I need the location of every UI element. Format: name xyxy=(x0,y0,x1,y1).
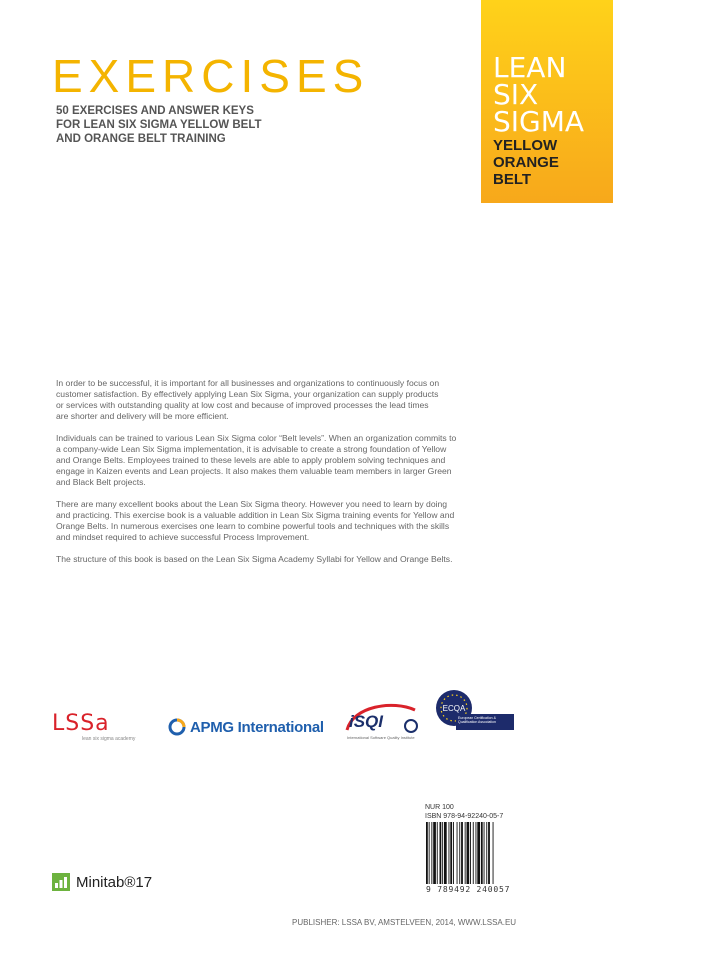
barcode-bar xyxy=(477,822,480,884)
isqi-logo xyxy=(343,700,423,746)
publisher-line: PUBLISHER: LSSA BV, AMSTELVEEN, 2014, WWW.LSSA.EU xyxy=(292,918,517,927)
nur-code: NUR 100 xyxy=(425,804,454,811)
barcode-bar xyxy=(429,822,430,884)
badge-line: YELLOW xyxy=(493,137,558,154)
badge-line: ORANGE xyxy=(493,154,559,171)
barcode-bar xyxy=(457,822,458,884)
ecqa-logo-box: European Certification & Qualification Association xyxy=(456,714,514,730)
badge-line: BELT xyxy=(493,171,532,188)
barcode-bar xyxy=(465,822,466,884)
badge-lean-six-sigma xyxy=(493,51,585,138)
ecqa-logo xyxy=(434,688,516,744)
barcode-bar xyxy=(433,822,436,884)
barcode-bar xyxy=(470,822,471,884)
barcode-bar xyxy=(493,822,494,884)
paragraph: Individuals can be trained to various Lean Six Sigma color “Belt levels”. When an organization commits to a company-wide Lean Six Sigma implementation, it is advisable to create a strong foundation of Yellow and Orange Belts. Employees trained to these levels are able to apply problem solving techniques and engage in Kaizen events and Lean projects. It also makes them valuable team members in larger Green and Black Belt projects. xyxy=(56,433,457,487)
isbn-number: ISBN 978-94-92240-05-7 xyxy=(425,813,504,820)
barcode-bar xyxy=(476,822,477,884)
badge-line: LEAN xyxy=(493,51,567,84)
barcode-bar xyxy=(467,822,470,884)
badge-line: SIX xyxy=(493,78,539,111)
barcode-bar xyxy=(473,822,474,884)
barcode-bar xyxy=(481,822,483,884)
lssa-logo-word: LSSa xyxy=(52,711,110,736)
apmg-logo xyxy=(168,715,328,739)
isqi-logo-tagline: International Software Quality Institute xyxy=(347,735,415,740)
barcode-image xyxy=(426,822,516,884)
lssa-logo-tagline: lean six sigma academy xyxy=(82,736,136,742)
lssa-logo xyxy=(52,712,150,748)
subtitle-line: 50 EXERCISES AND ANSWER KEYS xyxy=(56,105,254,117)
paragraph: The structure of this book is based on the Lean Six Sigma Academy Syllabi for Yellow and Orange Belts. xyxy=(56,554,453,564)
paragraph: In order to be successful, it is important for all businesses and organizations to continuously focus on customer satisfaction. By effectively applying Lean Six Sigma, your organization can supply products or services with outstanding quality at low cost and because of improved processes the lead times are shorter and delivery will be more efficient. xyxy=(56,378,440,421)
barcode-bar xyxy=(449,822,450,884)
isbn-info xyxy=(425,803,503,821)
barcode-digits: 9 789492 240057 xyxy=(426,885,511,894)
minitab-logo-text: Minitab®17 xyxy=(76,873,153,891)
description-text xyxy=(56,378,526,576)
barcode-bar xyxy=(484,822,485,884)
subtitle-line: AND ORANGE BELT TRAINING xyxy=(56,133,226,145)
ecqa-ring-label: ECQA xyxy=(442,704,466,713)
subtitle xyxy=(56,104,456,146)
barcode-bar xyxy=(459,822,460,884)
minitab-logo xyxy=(52,873,152,891)
barcode-bar xyxy=(442,822,443,884)
barcode-bar xyxy=(440,822,442,884)
page-title: EXERCISES xyxy=(52,50,370,102)
barcode-bar xyxy=(461,822,463,884)
isqi-logo-word: iSQI xyxy=(349,712,384,731)
barcode-bar xyxy=(431,822,432,884)
barcode-bar xyxy=(486,822,487,884)
paragraph: There are many excellent books about the Lean Six Sigma theory. However you need to learn by doing and practicing. This exercise book is a valuable addition in Lean Six Sigma training events for Yellow and Orange Belts. In numerous exercises one learn to combine powerful tools and techniques with the skills and mindset required to achieve successful Process Improvement. xyxy=(56,499,455,542)
barcode-bar xyxy=(437,822,438,884)
barcode-bar xyxy=(488,822,490,884)
lean-six-sigma-badge xyxy=(481,0,613,203)
barcode-bar xyxy=(444,822,447,884)
barcode-bar xyxy=(453,822,454,884)
badge-belt-levels xyxy=(493,137,559,188)
badge-line: SIGMA xyxy=(493,105,585,138)
barcode-bar xyxy=(450,822,452,884)
barcode-bar xyxy=(426,822,428,884)
minitab-chart-icon xyxy=(52,873,70,891)
apmg-swirl-icon xyxy=(168,718,186,736)
apmg-logo-text: APMG International xyxy=(190,718,324,736)
subtitle-line: FOR LEAN SIX SIGMA YELLOW BELT xyxy=(56,119,262,131)
